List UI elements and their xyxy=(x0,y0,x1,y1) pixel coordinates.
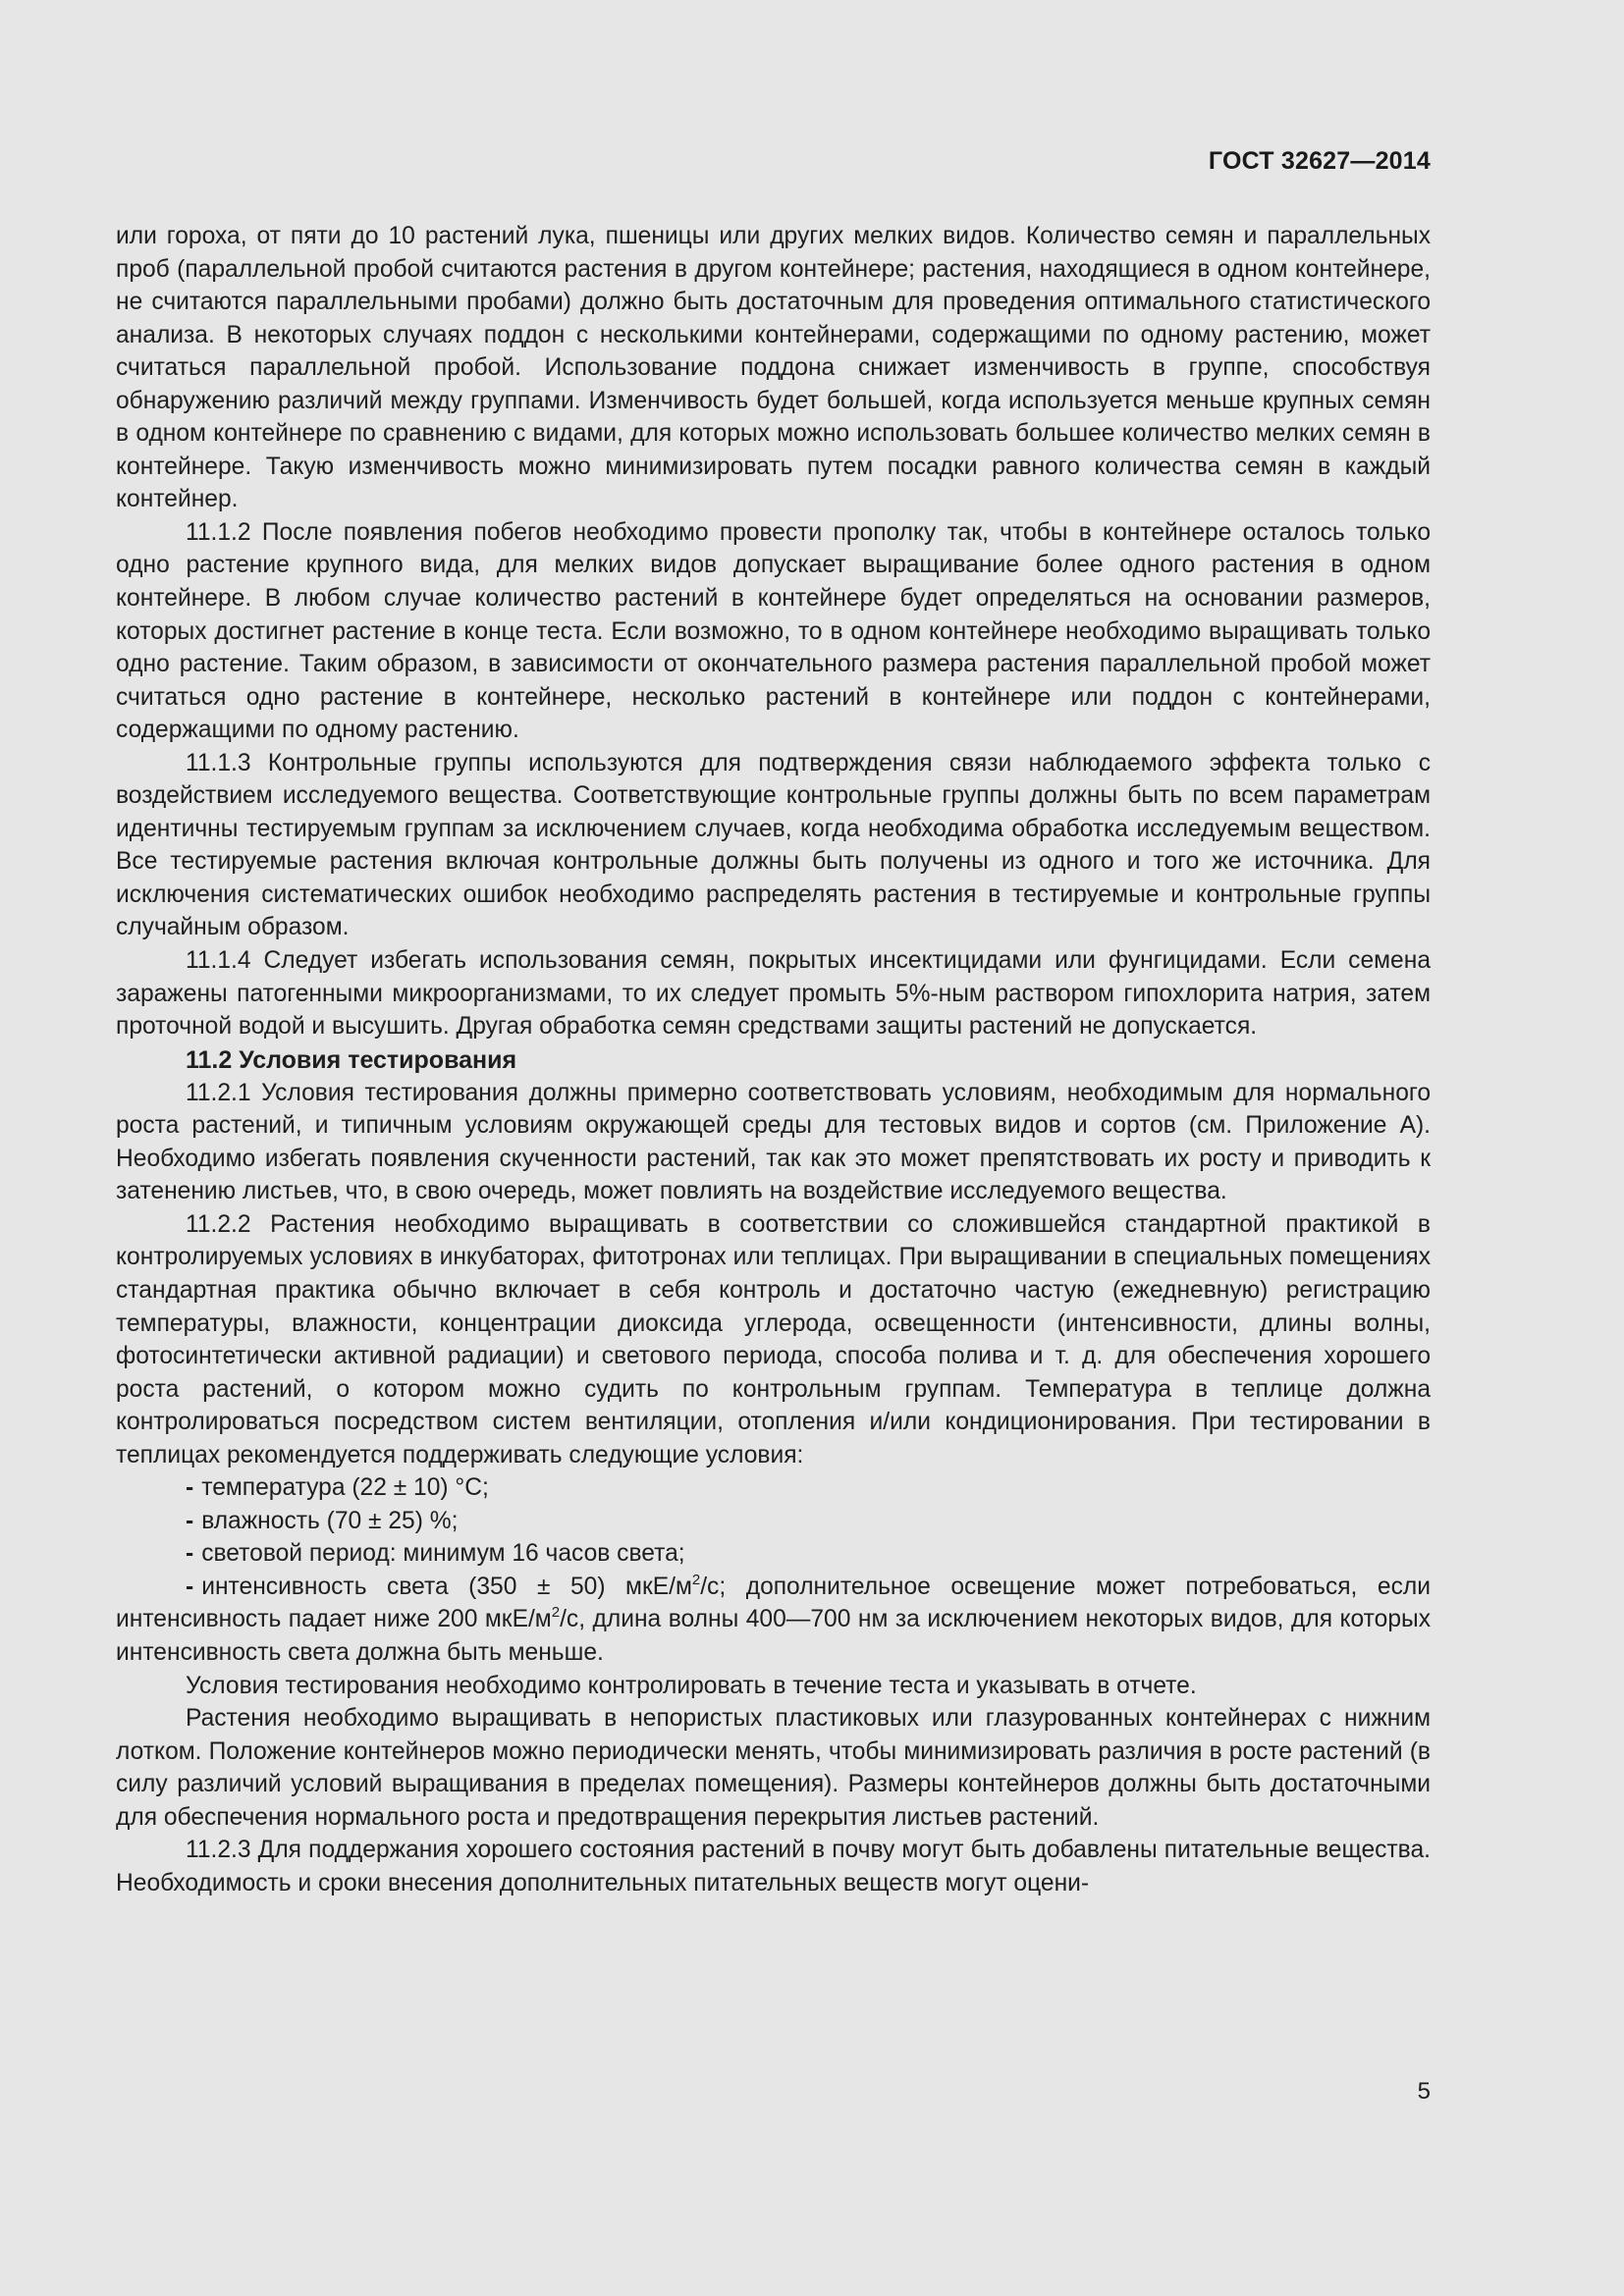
paragraph-continuation: или гороха, от пяти до 10 растений лука, пшеницы или других мелких видов. Количество семян и параллельных проб (параллельной пробой считаются растения в другом контейнере; растения, находящиеся в одном контейнере, не считаются параллельными пробами) должно быть достаточным для проведения оптимального статистического анализа. В некоторых случаях поддон с несколькими контейнерами, содержащими по одному растению, может считаться параллельной пробой. Использование поддона снижает изменчивость в группе, способствуя обнаружению различий между группами. Изменчивость будет большей, когда используется меньше крупных семян в одном контейнере по сравнению с видами, для которых можно использовать большее количество мелких семян в контейнере. Такую изменчивость можно минимизировать путем посадки равного количества семян в каждый контейнер. xyxy=(116,223,1431,513)
paragraph-conditions-control: Условия тестирования необходимо контролировать в течение теста и указывать в отчете. xyxy=(186,1672,1197,1699)
bullet-dash: - xyxy=(186,1474,194,1502)
superscript: 2 xyxy=(551,1604,561,1622)
paragraph-11-2-3: 11.2.3 Для поддержания хорошего состояния растений в почву могут быть добавлены питательные вещества. Необходимость и сроки внесения дополнительных питательных веществ могут оцени- xyxy=(116,1837,1431,1896)
list-item-text: температура (22 ± 10) °С; xyxy=(201,1474,489,1502)
page-number: 5 xyxy=(1417,2078,1431,2105)
paragraph-11-2-2: 11.2.2 Растения необходимо выращивать в соответствии со сложившейся стандартной практикой в контролируемых условиях в инкубаторах, фитотронах или теплицах. При выращивании в специальных помещениях стандартная практика обычно включает в себя контроль и достаточно частую (ежедневную) регистрацию температуры, влажности, концентрации диоксида углерода, освещенности (интенсивности, длины волны, фотосинтетически активной радиации) и светового периода, способа полива и т. д. для обеспечения хорошего роста растений, о котором можно судить по контрольным группам. Температура в теплице должна контролироваться посредством систем вентиляции, отопления и/или кондиционирования. При тестировании в теплицах рекомендуется поддерживать следующие условия: xyxy=(116,1210,1431,1468)
paragraph-11-1-2: 11.1.2 После появления побегов необходимо провести прополку так, чтобы в контейнере осталось только одно растение крупного вида, для мелких видов допускает выращивание более одного растения в одном контейнере. В любом случае количество растений в контейнере будет определяться на основании размеров, которых достигнет растение в конце теста. Если возможно, то в одном контейнере необходимо выращивать только одно растение. Таким образом, в зависимости от окончательного размера растения параллельной пробой может считаться одно растение в контейнере, несколько растений в контейнере или поддон с контейнерами, содержащими по одному растению. xyxy=(116,518,1431,744)
bullet-dash: - xyxy=(186,1540,194,1568)
list-item-text: интенсивность света (350 ± 50) мкЕ/м xyxy=(201,1573,692,1600)
bullet-dash: - xyxy=(186,1573,194,1600)
section-heading-11-2: 11.2 Условия тестирования xyxy=(186,1045,517,1074)
paragraph-11-1-4: 11.1.4 Следует избегать использования семян, покрытых инсектицидами или фунгицидами. Если семена заражены патогенными микроорганизмами, то их следует промыть 5%-ным раствором гипохлорита натрия, затем проточной водой и высушить. Другая обработка семян средствами защиты растений не допускается. xyxy=(116,947,1431,1041)
list-item-light-period xyxy=(116,1537,1431,1571)
list-item-temperature xyxy=(116,1471,1431,1505)
list-item-humidity xyxy=(116,1505,1431,1538)
list-item-light-intensity xyxy=(116,1571,1431,1670)
list-item-text: влажность (70 ± 25) %; xyxy=(201,1507,459,1534)
document-body xyxy=(116,220,1431,1899)
list-item-text: /с; дополнительное освещение может потребоваться, если интенсивность падает ниже 200 мкЕ/м xyxy=(116,1573,1431,1633)
superscript: 2 xyxy=(691,1571,701,1588)
paragraph-containers: Растения необходимо выращивать в непористых пластиковых или глазурованных контейнерах с нижним лотком. Положение контейнеров можно периодически менять, чтобы минимизировать различия в росте растений (в силу различий условий выращивания в пределах помещения). Размеры контейнеров должны быть достаточными для обеспечения нормального роста и предотвращения перекрытия листьев растений. xyxy=(116,1705,1431,1831)
paragraph-11-1-3: 11.1.3 Контрольные группы используются для подтверждения связи наблюдаемого эффекта только с воздействием исследуемого вещества. Соответствующие контрольные группы должны быть по всем параметрам идентичны тестируемым группам за исключением случаев, когда необходима обработка исследуемым веществом. Все тестируемые растения включая контрольные должны быть получены из одного и того же источника. Для исключения систематических ошибок необходимо распределять растения в тестируемые и контрольные группы случайным образом. xyxy=(116,749,1431,941)
list-item-text: световой период: минимум 16 часов света; xyxy=(201,1540,685,1568)
paragraph-11-2-1: 11.2.1 Условия тестирования должны примерно соответствовать условиям, необходимым для нормального роста растений, и типичным условиям окружающей среды для тестовых видов и сортов (см. Приложение А). Необходимо избегать появления скученности растений, так как это может препятствовать их росту и приводить к затенению листьев, что, в свою очередь, может повлиять на воздействие исследуемого вещества. xyxy=(116,1079,1431,1205)
document-header-title: ГОСТ 32627—2014 xyxy=(1208,147,1431,175)
list-item-text: /с, длина волны 400—700 нм за исключением некоторых видов, для которых интенсивность света должна быть меньше. xyxy=(116,1606,1432,1666)
bullet-dash: - xyxy=(186,1507,194,1534)
